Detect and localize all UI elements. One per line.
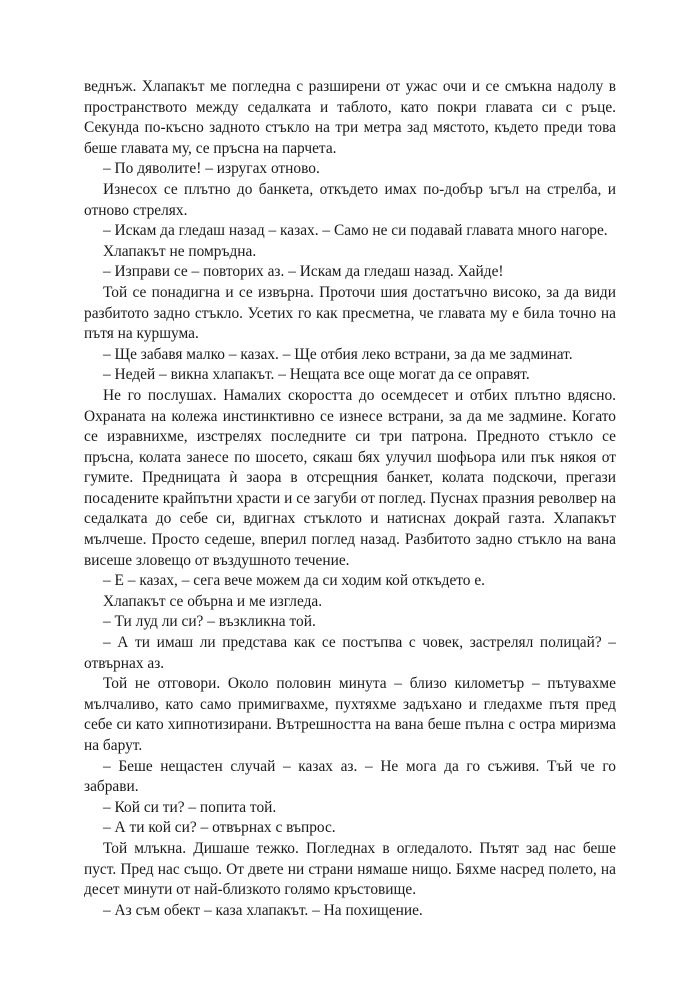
paragraph: – Недей – викна хлапакът. – Нещата все още могат да се оправят. bbox=[103, 366, 530, 384]
paragraph: Изнесох се плътно до банкета, откъдето имах по-добър ъгъл на стрелба, и отново стрелях. bbox=[84, 180, 616, 219]
paragraph: – Аз съм обект – каза хлапакът. – На похищение. bbox=[103, 901, 423, 919]
paragraph: Хлапакът не помръдна. bbox=[103, 242, 257, 260]
paragraph: Той не отговори. Около половин минута – близо километър – пътувахме мълчаливо, като само примигвахме, пухтяхме задъхано и гледахме пътя пред себе си като хипнотизирани. Вътрешността на вана беше пълна с остра миризма на барут. bbox=[84, 675, 616, 754]
paragraph: – Е – казах, – сега вече можем да си ходим кой откъдето е. bbox=[103, 572, 486, 590]
paragraph: – Ти луд ли си? – възкликна той. bbox=[103, 613, 316, 631]
paragraph: – Изправи се – повторих аз. – Искам да гледаш назад. Хайде! bbox=[103, 263, 504, 281]
paragraph: – А ти имаш ли представа как се постъпва с човек, застрелял полицай? – отвърнах аз. bbox=[84, 634, 616, 672]
paragraph: Не го послушах. Намалих скоростта до осемдесет и отбих плътно вдясно. Охраната на колежа инстинктивно се изнесе встрани, за да ме задмине. Когато се изравнихме, изстрелях последните си три патрона. Предното стъкло се пръсна, колата занесе по шосето, сякаш бях улучил шофьора или пък някоя от гумите. Предницата ѝ заора в отсрещния банкет, колата подскочи, прегази посадените крайпътни храсти и се загуби от поглед. Пуснах празния револвер на седалката до себе си, вдигнах стъклото и натиснах докрай газта. Хлапакът мълчеше. Просто седеше, вперил поглед назад. Разбитото задно стъкло на вана висеше зловещо от въздушното течение. bbox=[84, 386, 616, 569]
paragraph: – Ще забавя малко – казах. – Ще отбия леко встрани, за да ме задминат. bbox=[103, 345, 573, 363]
paragraph: – По дяволите! – изругах отново. bbox=[103, 160, 320, 178]
paragraph: Хлапакът се обърна и ме изгледа. bbox=[103, 592, 323, 610]
paragraph: – Искам да гледаш назад – казах. – Само не си подавай главата много нагоре. bbox=[103, 222, 608, 240]
paragraph: веднъж. Хлапакът ме погледна с разширени от ужас очи и се смъкна надолу в пространството между седалката и таблото, като покри главата си с ръце. Секунда по-късно задното стъкло на три метра зад мястото, където преди това беше главата му, се пръсна на парчета. bbox=[84, 78, 616, 157]
paragraph: – Кой си ти? – попита той. bbox=[103, 798, 277, 816]
book-page bbox=[84, 77, 616, 921]
paragraph: – А ти кой си? – отвърнах с въпрос. bbox=[103, 819, 336, 837]
paragraph: – Беше нещастен случай – казах аз. – Не мога да го съживя. Тъй че го забрави. bbox=[84, 757, 616, 796]
paragraph: Той млъкна. Дишаше тежко. Погледнах в огледалото. Пътят зад нас беше пуст. Пред нас също. От двете ни страни нямаше нищо. Бяхме насред полето, на десет минути от най-близкото голямо кръстовище. bbox=[84, 839, 616, 899]
paragraph: Той се понадигна и се извърна. Проточи шия достатъчно високо, за да види разбитото задно стъкло. Усетих го как пресметна, че главата му е била точно на пътя на куршума. bbox=[84, 283, 616, 343]
